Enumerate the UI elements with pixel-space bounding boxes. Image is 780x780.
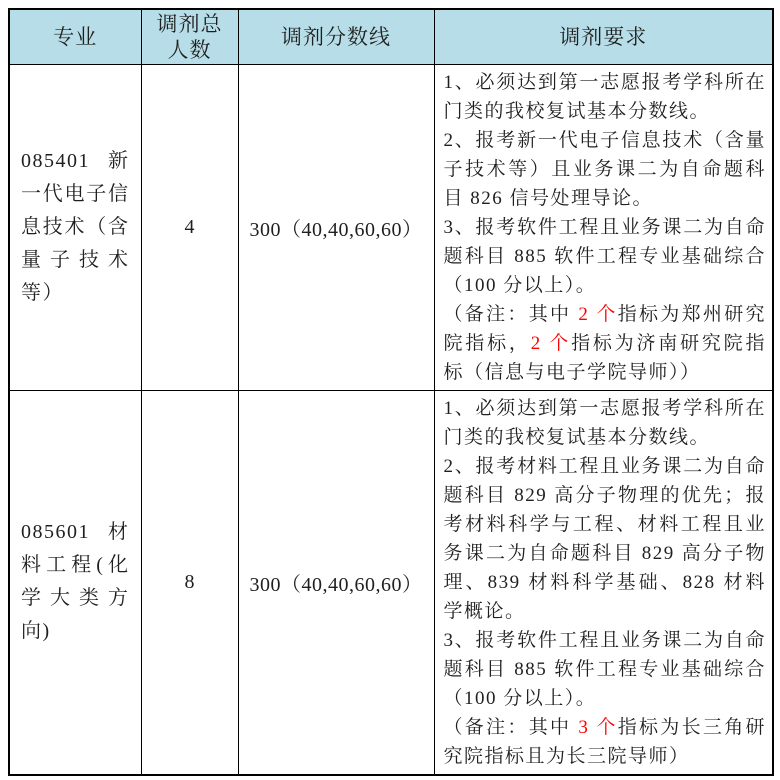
table-row	[9, 390, 773, 775]
quota-cell: 8	[141, 390, 238, 775]
highlight-red-text: 2 个	[578, 303, 618, 325]
requirement-text: （备注：其中	[443, 716, 579, 738]
table-row	[9, 64, 773, 390]
table-body	[9, 64, 773, 775]
requirement-text: 2、报考新一代电子信息技术（含量子技术等）且业务课二为自命题科目 826 信号处理导论。	[443, 129, 766, 209]
requirement-paragraph	[444, 713, 767, 771]
requirement-text: 3、报考软件工程且业务课二为自命题科目 885 软件工程专业基础综合（100 分以上）。	[443, 216, 766, 296]
requirement-text: 指标为郑州研究院指标，	[443, 303, 766, 354]
requirements-cell	[434, 390, 773, 775]
requirement-paragraph	[444, 68, 767, 126]
major-cell: 085601 材料工程(化学大类方向)	[9, 390, 141, 775]
requirement-paragraph	[444, 300, 767, 387]
col-header-score-line: 调剂分数线	[238, 9, 434, 64]
requirement-paragraph	[444, 213, 767, 300]
requirement-text: 2、报考材料工程且业务课二为自命题科目 829 高分子物理的优先；报考材料科学与工程、材料工程且业务课二为自命题科目 829 高分子物理、839 材料科学基础、828 材料学概论。	[443, 455, 766, 622]
requirement-text: 3、报考软件工程且业务课二为自命题科目 885 软件工程专业基础综合（100 分以上）。	[443, 629, 766, 709]
requirement-text: 指标为济南研究院指标（信息与电子学院导师））	[443, 332, 766, 383]
highlight-red-text: 2 个	[530, 332, 572, 354]
highlight-red-text: 3 个	[578, 716, 618, 738]
requirement-text: （备注：其中	[443, 303, 579, 325]
transfer-info-table	[8, 8, 774, 776]
requirement-paragraph	[444, 394, 767, 452]
header-row	[9, 9, 773, 64]
col-header-requirements: 调剂要求	[434, 9, 773, 64]
major-cell: 085401 新一代电子信息技术（含量子技术等）	[9, 64, 141, 390]
requirement-paragraph	[444, 126, 767, 213]
col-header-major: 专业	[9, 9, 141, 64]
requirement-text: 1、必须达到第一志愿报考学科所在门类的我校复试基本分数线。	[443, 71, 766, 122]
score-line-cell: 300（40,40,60,60）	[238, 390, 434, 775]
requirement-text: 指标为长三角研究院指标且为长三院导师）	[443, 716, 766, 767]
requirements-cell	[434, 64, 773, 390]
score-line-cell: 300（40,40,60,60）	[238, 64, 434, 390]
requirement-paragraph	[444, 626, 767, 713]
requirement-text: 1、必须达到第一志愿报考学科所在门类的我校复试基本分数线。	[443, 397, 766, 448]
col-header-quota: 调剂总人数	[141, 9, 238, 64]
quota-cell: 4	[141, 64, 238, 390]
requirement-paragraph	[444, 452, 767, 626]
